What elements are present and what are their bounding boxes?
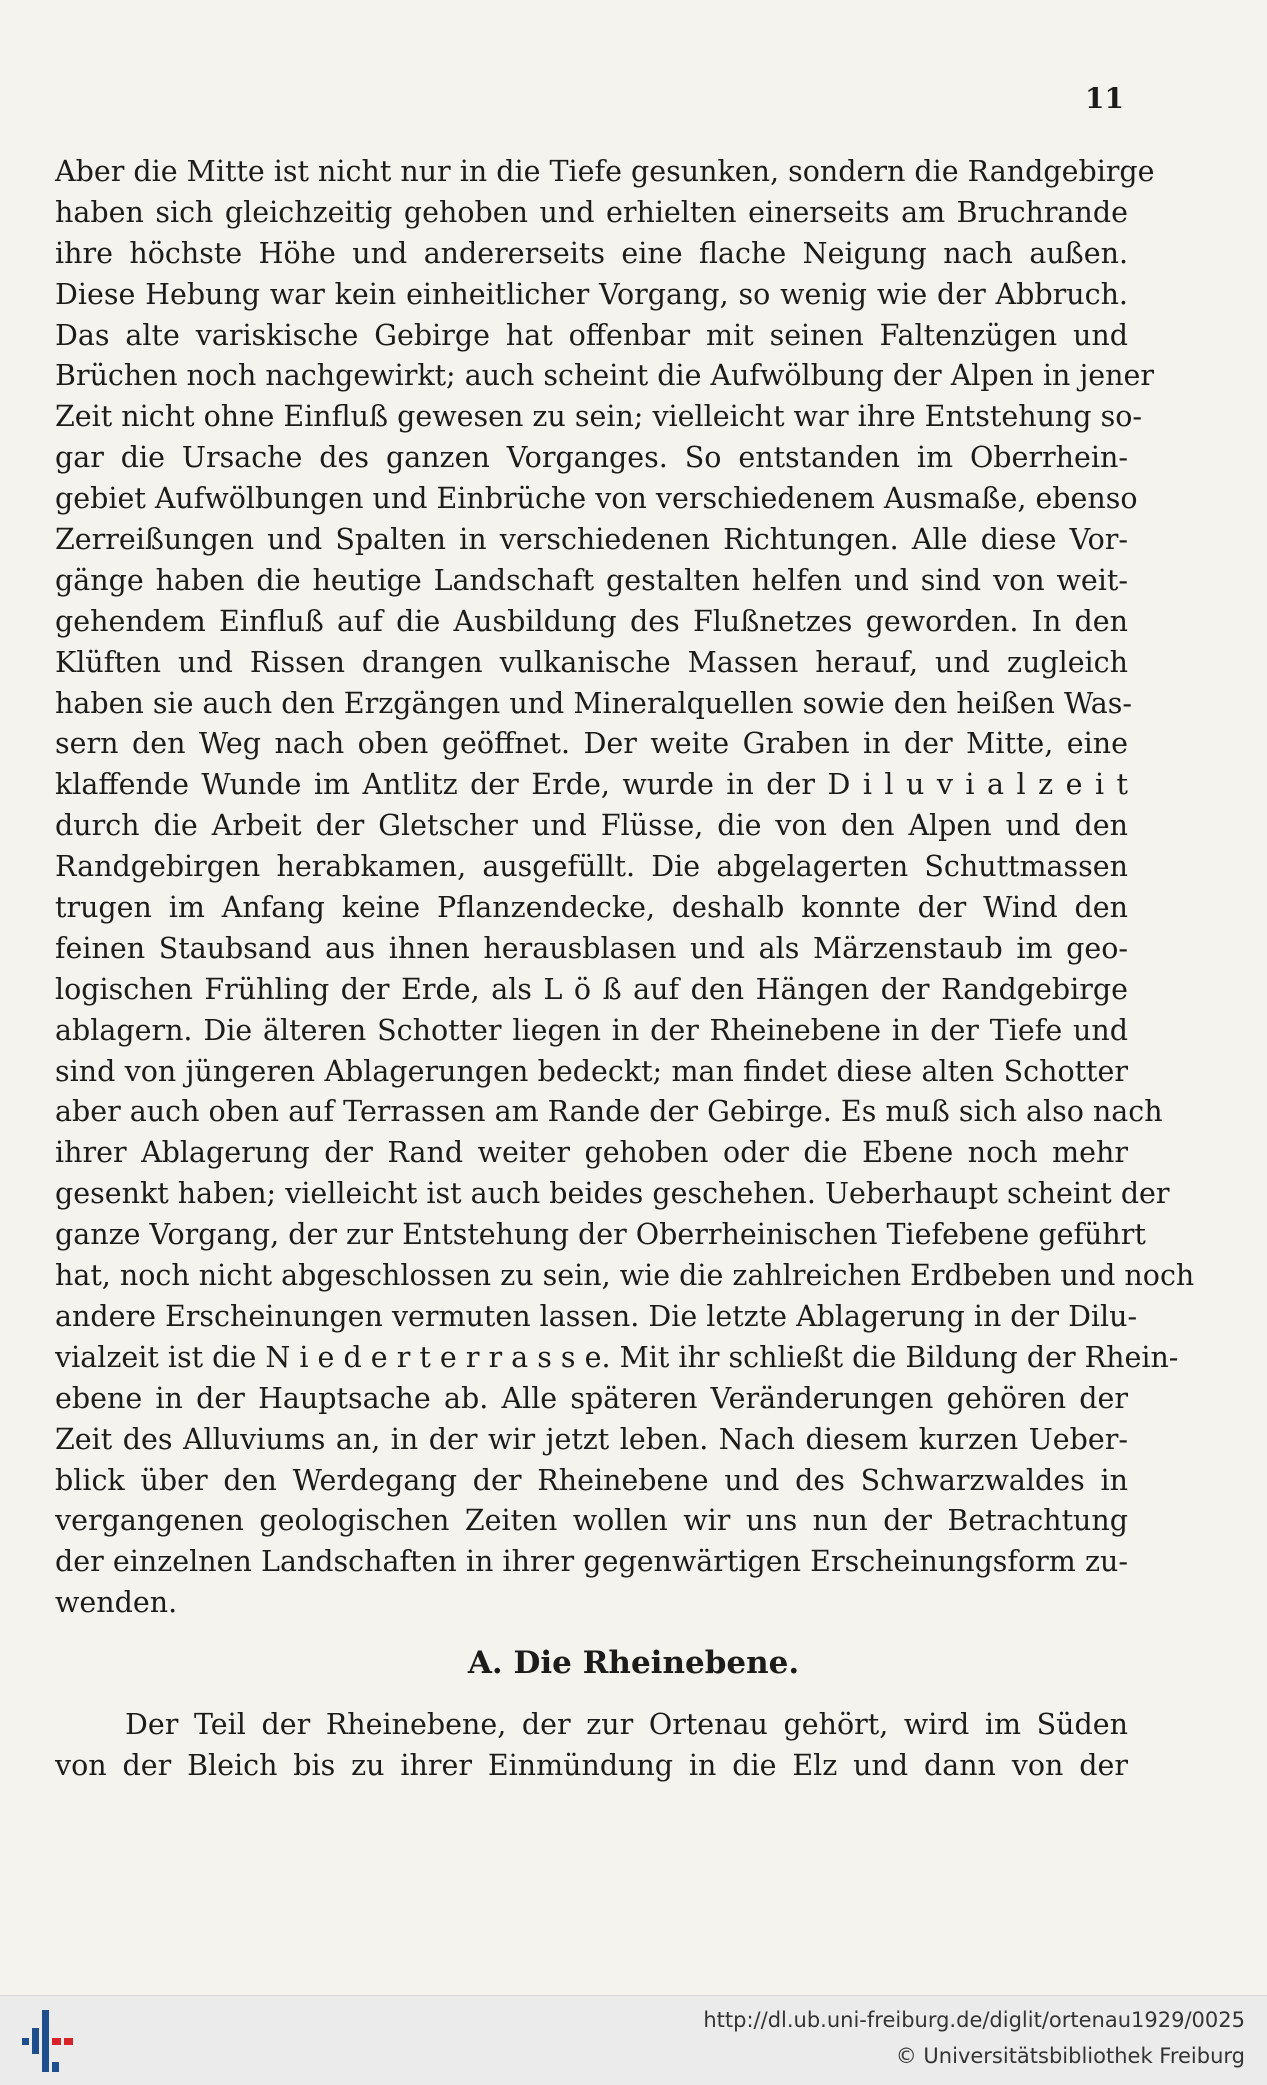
text-line: sind von jüngeren Ablagerungen bedeckt; man findet diese alten Schotter: [55, 1054, 1128, 1088]
text-line: Diese Hebung war kein einheitlicher Vorgang, so wenig wie der Abbruch.: [55, 277, 1128, 311]
copyright-text: © Universitätsbibliothek Freiburg: [895, 2044, 1245, 2068]
text-line: Zerreißungen und Spalten in verschiedenen Richtungen. Alle diese Vor-: [55, 523, 1128, 557]
text-line: Das alte variskische Gebirge hat offenbar mit seinen Faltenzügen und: [55, 318, 1128, 352]
text-line: Klüften und Rissen drangen vulkanische Massen herauf, und zugleich: [55, 645, 1128, 679]
text-line: ihrer Ablagerung der Rand weiter gehoben oder die Ebene noch mehr: [55, 1136, 1128, 1170]
text-line: Zeit des Alluviums an, in der wir jetzt leben. Nach diesem kurzen Ueber-: [55, 1422, 1128, 1456]
text-line: ablagern. Die älteren Schotter liegen in der Rheinebene in der Tiefe und: [55, 1013, 1128, 1047]
text-line: gesenkt haben; vielleicht ist auch beides geschehen. Ueberhaupt scheint der: [55, 1177, 1170, 1211]
text-line: trugen im Anfang keine Pflanzendecke, deshalb konnte der Wind den: [55, 891, 1128, 925]
text-line: haben sie auch den Erzgängen und Mineralquellen sowie den heißen Was-: [55, 686, 1133, 720]
text-line: ganze Vorgang, der zur Entstehung der Oberrheinischen Tiefebene geführt: [55, 1218, 1146, 1252]
section-body-text: [55, 1705, 1128, 1787]
text-line: logischen Frühling der Erde, als L ö ß auf den Hängen der Randgebirge: [55, 972, 1128, 1006]
body-text: [55, 152, 1195, 1624]
text-line: Der Teil der Rheinebene, der zur Ortenau gehört, wird im Süden: [125, 1708, 1128, 1741]
text-line: hat, noch nicht abgeschlossen zu sein, wie die zahlreichen Erdbeben und noch: [55, 1259, 1195, 1293]
footer-bar: [0, 1995, 1267, 2085]
text-line: gänge haben die heutige Landschaft gestalten helfen und sind von weit-: [55, 563, 1128, 597]
text-line: Aber die Mitte ist nicht nur in die Tiefe gesunken, sondern die Randgebirge: [55, 155, 1155, 188]
text-line: von der Bleich bis zu ihrer Einmündung in die Elz und dann von der: [55, 1748, 1128, 1782]
text-line: gar die Ursache des ganzen Vorganges. So entstanden im Oberrhein-: [55, 441, 1128, 475]
text-line: durch die Arbeit der Gletscher und Flüsse, die von den Alpen und den: [55, 809, 1128, 843]
text-line: wenden.: [55, 1586, 178, 1620]
text-line: ebene in der Hauptsache ab. Alle späteren Veränderungen gehören der: [55, 1381, 1128, 1415]
section-heading: A. Die Rheinebene.: [467, 1645, 800, 1681]
source-url-link[interactable]: http://dl.ub.uni-freiburg.de/diglit/ortenau1929/0025: [703, 2008, 1245, 2032]
text-line: klaffende Wunde im Antlitz der Erde, wurde in der D i l u v i a l z e i t: [55, 768, 1128, 802]
text-line: vialzeit ist die N i e d e r t e r r a s s e. Mit ihr schließt die Bildung der Rhein-: [55, 1340, 1179, 1374]
text-line: vergangenen geologischen Zeiten wollen wir uns nun der Betrachtung: [55, 1504, 1128, 1538]
text-line: haben sich gleichzeitig gehoben und erhielten einerseits am Bruchrande: [55, 195, 1128, 229]
text-line: Brüchen noch nachgewirkt; auch scheint die Aufwölbung der Alpen in jener: [55, 359, 1155, 393]
text-line: aber auch oben auf Terrassen am Rande der Gebirge. Es muß sich also nach: [55, 1095, 1163, 1129]
text-line: der einzelnen Landschaften in ihrer gegenwärtigen Erscheinungsform zu-: [55, 1545, 1128, 1579]
ub-freiburg-logo-icon: [12, 2006, 82, 2076]
text-line: gehendem Einfluß auf die Ausbildung des Flußnetzes geworden. In den: [55, 604, 1128, 638]
text-line: feinen Staubsand aus ihnen herausblasen und als Märzenstaub im geo-: [55, 931, 1128, 965]
text-line: Zeit nicht ohne Einfluß gewesen zu sein; vielleicht war ihre Entstehung so-: [55, 400, 1143, 434]
text-line: andere Erscheinungen vermuten lassen. Die letzte Ablagerung in der Dilu-: [55, 1299, 1138, 1333]
text-line: gebiet Aufwölbungen und Einbrüche von verschiedenem Ausmaße, ebenso: [55, 482, 1138, 516]
text-line: ihre höchste Höhe und andererseits eine flache Neigung nach außen.: [55, 236, 1128, 270]
text-line: blick über den Werdegang der Rheinebene und des Schwarzwaldes in: [55, 1463, 1128, 1497]
text-line: sern den Weg nach oben geöffnet. Der weite Graben in der Mitte, eine: [55, 727, 1128, 761]
text-line: Randgebirgen herabkamen, ausgefüllt. Die abgelagerten Schuttmassen: [55, 850, 1128, 884]
page-number: 11: [1085, 82, 1124, 115]
